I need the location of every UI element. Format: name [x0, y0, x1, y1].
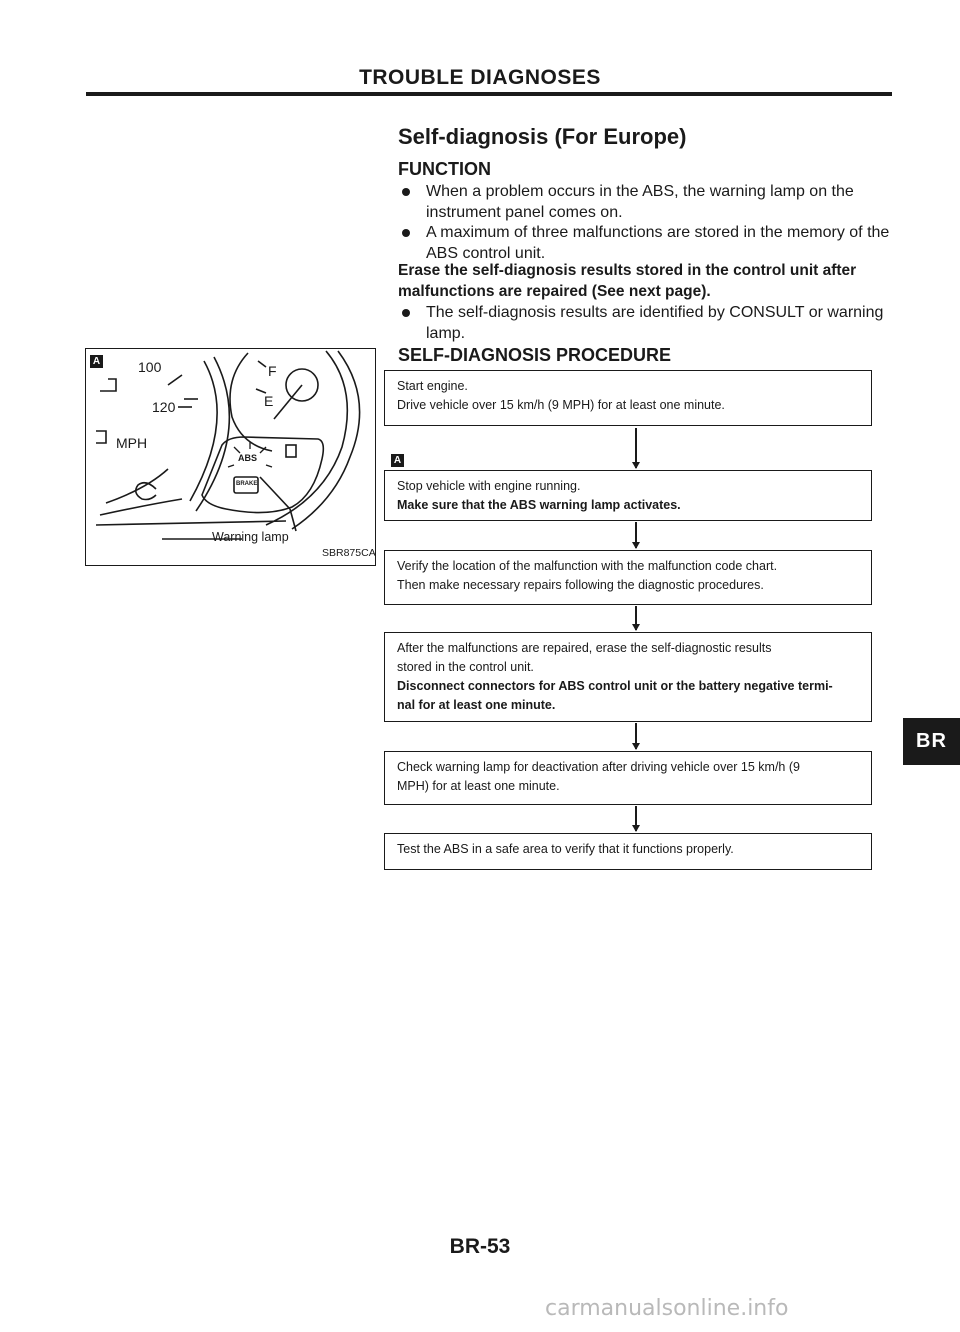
flow-arrow [635, 428, 637, 468]
procedure-step-6 [384, 833, 872, 870]
step-text-bold: Make sure that the ABS warning lamp activates. [397, 498, 681, 512]
watermark: carmanualsonline.info [545, 1296, 789, 1321]
bullet-dot [402, 188, 410, 196]
step-text: Test the ABS in a safe area to verify that it functions properly. [397, 842, 734, 856]
procedure-step-5 [384, 751, 872, 805]
step-text: Verify the location of the malfunction with the malfunction code chart. [397, 559, 778, 573]
abs-lamp-label: ABS [238, 453, 258, 463]
step-text: Start engine. [397, 379, 468, 393]
bullet-item [398, 181, 894, 223]
step-text: After the malfunctions are repaired, erase the self-diagnostic results [397, 641, 772, 655]
bullet-dot [402, 229, 410, 237]
step-text: MPH) for at least one minute. [397, 779, 560, 793]
flow-arrow [635, 806, 637, 831]
bullet-text: When a problem occurs in the ABS, the warning lamp on the instrument panel comes on. [426, 183, 854, 221]
step-text: Check warning lamp for deactivation after driving vehicle over 15 km/h (9 [397, 760, 800, 774]
header-rule [86, 92, 892, 96]
step-text: Stop vehicle with engine running. [397, 479, 581, 493]
flow-arrow [635, 522, 637, 548]
instrument-cluster-figure [85, 348, 376, 566]
bullet-dot [402, 309, 410, 317]
unit-mph-label: MPH [116, 435, 148, 451]
procedure-step-2 [384, 470, 872, 521]
step-text-bold: nal for at least one minute. [397, 698, 556, 712]
flow-arrow [635, 723, 637, 749]
procedure-step-1 [384, 370, 872, 426]
page-header-title: TROUBLE DIAGNOSES [359, 66, 601, 89]
page-number: BR-53 [449, 1235, 511, 1258]
procedure-step-4 [384, 632, 872, 722]
speed-label-120: 120 [152, 399, 176, 415]
step-text: Then make necessary repairs following the diagnostic procedures. [397, 578, 764, 592]
bullet-text: A maximum of three malfunctions are stored in the memory of the ABS control unit. [426, 224, 890, 262]
warning-lamp-label: Warning lamp [212, 530, 289, 544]
function-title: FUNCTION [398, 159, 491, 179]
figure-badge: A [90, 355, 103, 368]
speed-label-100: 100 [138, 359, 162, 375]
brake-lamp-label: BRAKE [236, 481, 258, 487]
procedure-step-3 [384, 550, 872, 605]
step-text: Drive vehicle over 15 km/h (9 MPH) for at least one minute. [397, 398, 725, 412]
bullet-text: The self-diagnosis results are identified by CONSULT or warning lamp. [426, 304, 884, 342]
section-side-tab: BR [903, 718, 960, 765]
section-title: Self-diagnosis (For Europe) [398, 124, 687, 149]
bold-note: Erase the self-diagnosis results stored in the control unit after malfunctions are repaired (See next page). [398, 262, 857, 300]
fuel-full-label: F [268, 363, 277, 379]
procedure-title: SELF-DIAGNOSIS PROCEDURE [398, 345, 672, 365]
fuel-empty-label: E [264, 393, 274, 409]
bullet-item [398, 222, 894, 264]
figure-code: SBR875CA [322, 547, 376, 559]
step-text: stored in the control unit. [397, 660, 534, 674]
step-badge: A [391, 454, 404, 467]
step-text-bold: Disconnect connectors for ABS control unit or the battery negative termi- [397, 679, 833, 693]
flow-arrow [635, 606, 637, 630]
bullet-item [398, 302, 894, 344]
